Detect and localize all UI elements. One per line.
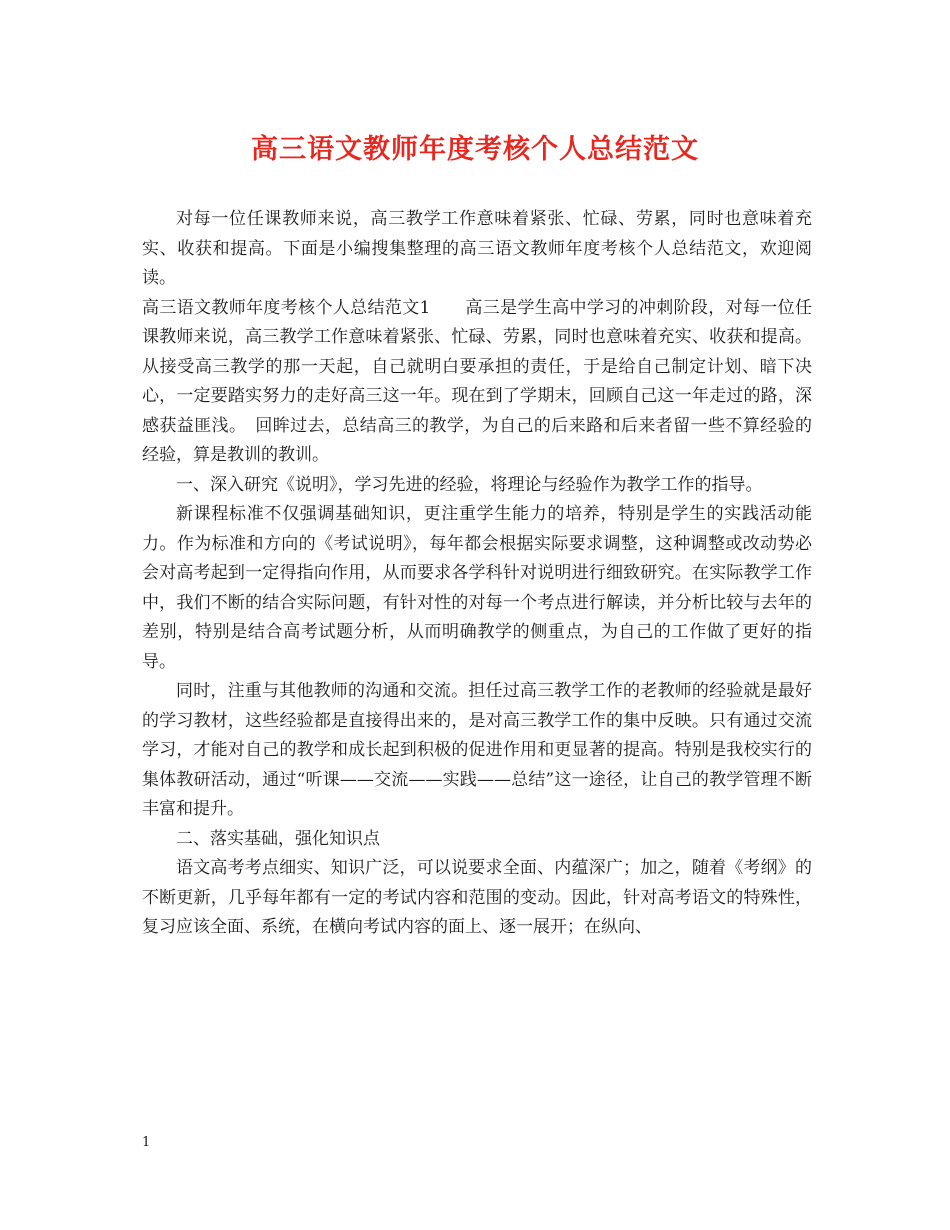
body-paragraph: 同时，注重与其他教师的沟通和交流。担任过高三教学工作的老教师的经验就是最好的学习教材，这些经验都是直接得出来的，是对高三教学工作的集中反映。只有通过交流学习，才能对自己的教学和成长起到积极的促进作用和更显著的提高。特别是我校实行的集体教研活动，通过“听课——交流——实践——总结”这一途径，让自己的教学管理不断丰富和提升。 — [142, 681, 812, 819]
body-paragraph: 新课程标准不仅强调基础知识，更注重学生能力的培养，特别是学生的实践活动能力。作为标准和方向的《考试说明》，每年都会根据实际要求调整，这种调整或改动势必会对高考起到一定得指向作用，从而要求各学科针对说明进行细致研究。在实际教学工作中，我们不断的结合实际问题，有针对性的对每一个考点进行解读，并分析比较与去年的差别，特别是结合高考试题分析，从而明确教学的侧重点，为自己的工作做了更好的指导。 — [142, 504, 812, 672]
heading-paragraph-1: 一、深入研究《说明》，学习先进的经验，将理论与经验作为教学工作的指导。 — [176, 474, 763, 495]
document-title: 高三语文教师年度考核个人总结范文 — [251, 134, 699, 165]
section-1-paragraph: 高三语文教师年度考核个人总结范文1 高三是学生高中学习的冲刺阶段，对每一位任课教师来说，高三教学工作意味着紧张、忙碌、劳累，同时也意味着充实、收获和提高。从接受高三教学的那一天起，自己就明白要承担的责任，于是给自己制定计划、暗下决心，一定要踏实努力的走好高三这一年。现在到了学期末，回顾自己这一年走过的路，深感获益匪浅。 回眸过去，总结高三的教学，为自己的后来路和后来者留一些不算经验的经验，算是教训的教训。 — [142, 297, 812, 465]
heading-paragraph-2: 二、落实基础，强化知识点 — [176, 828, 380, 849]
intro-paragraph: 对每一位任课教师来说，高三教学工作意味着紧张、忙碌、劳累，同时也意味着充实、收获和提高。下面是小编搜集整理的高三语文教师年度考核个人总结范文，欢迎阅读。 — [142, 209, 812, 288]
page-number: 1 — [142, 1135, 151, 1150]
document-body — [142, 205, 812, 943]
body-paragraph: 语文高考考点细实、知识广泛，可以说要求全面、内蕴深广；加之，随着《考纲》的不断更新，几乎每年都有一定的考试内容和范围的变动。因此，针对高考语文的特殊性，复习应该全面、系统，在横向考试内容的面上、逐一展开；在纵向、 — [142, 858, 812, 937]
